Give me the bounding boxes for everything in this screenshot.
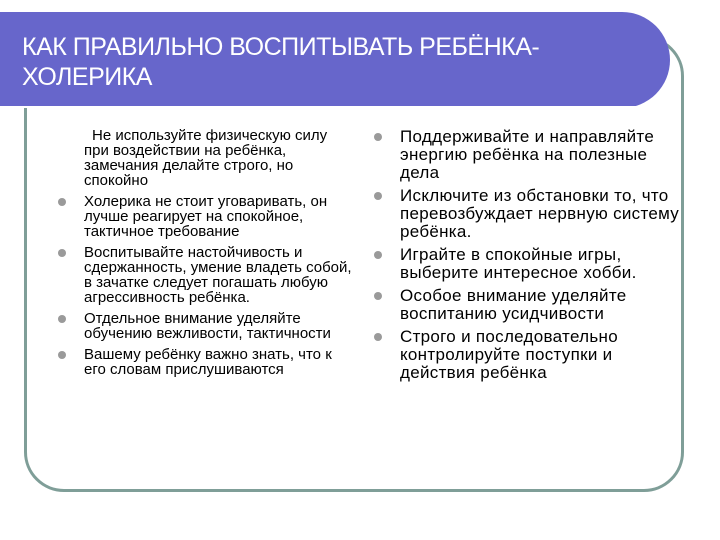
list-item [372,128,682,182]
bullet-icon [58,315,66,323]
list-item [372,246,682,282]
list-item [56,347,356,377]
list-item-text: Холерика не стоит уговаривать, он лучше реагирует на спокойное, тактичное требование [84,193,328,240]
list-item-text: Строго и последовательно контролируйте поступки и действия ребёнка [400,327,618,382]
bullet-icon [374,292,382,300]
bullet-icon [374,333,382,341]
bullet-icon [58,198,66,206]
list-item [56,245,356,305]
list-item [372,328,682,382]
list-item [56,311,356,341]
left-bullet-list [56,128,356,383]
right-bullet-list [372,128,682,387]
list-item [56,128,356,188]
bullet-icon [58,351,66,359]
slide-title: КАК ПРАВИЛЬНО ВОСПИТЫВАТЬ РЕБЁНКА-ХОЛЕРИКА [22,33,540,91]
list-item-text: Поддерживайте и направляйте энергию ребёнка на полезные дела [400,127,655,182]
title-bar [0,12,670,108]
list-item-text: Отдельное внимание уделяйте обучению вежливости, тактичности [84,310,331,342]
list-item-text: Исключите из обстановки то, что перевозбуждает нервную систему ребёнка. [400,186,680,241]
list-item-text: Не используйте физическую силу при воздействии на ребёнка, замечания делайте строго, но спокойно [84,127,328,189]
bullet-icon [374,251,382,259]
list-item [372,287,682,323]
title-divider [0,106,636,108]
bullet-icon [374,192,382,200]
bullet-icon [58,249,66,257]
list-item-text: Вашему ребёнку важно знать, что к его словам прислушиваются [84,346,332,378]
list-item-text: Особое внимание уделяйте воспитанию усидчивости [400,286,627,323]
list-item-text: Играйте в спокойные игры, выберите интересное хобби. [400,245,637,282]
list-item-text: Воспитывайте настойчивость и сдержанность, умение владеть собой, в зачатке следует погашать любую агрессивность ребёнка. [84,244,352,306]
bullet-icon [374,133,382,141]
list-item [56,194,356,239]
list-item [372,187,682,241]
